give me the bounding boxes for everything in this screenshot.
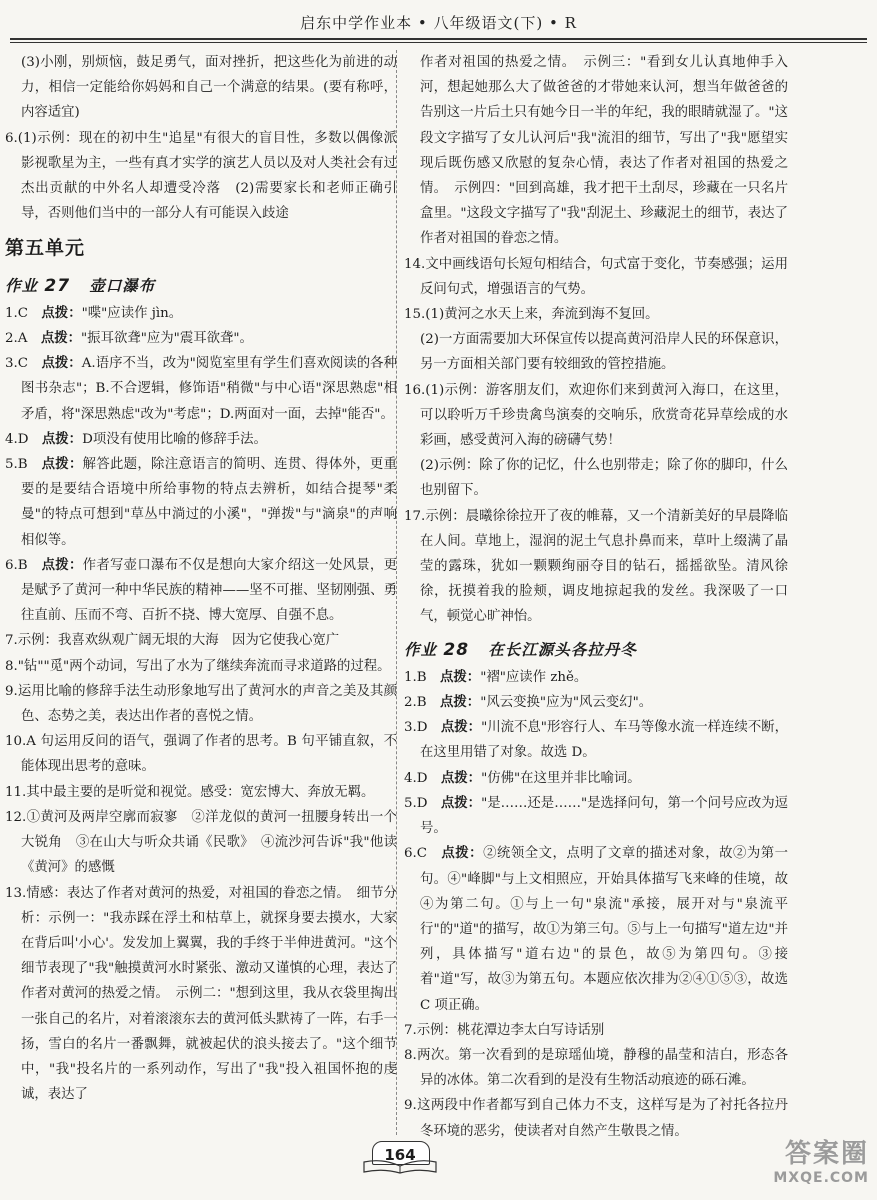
answer-item — [404, 252, 788, 302]
answer-item — [5, 805, 397, 881]
hint-label: 点拨： — [441, 846, 484, 862]
hint-label: 点拨： — [41, 305, 82, 321]
answer-option: 3.C — [5, 356, 42, 372]
answer-text: "喋"应读作 jìn。 — [81, 305, 183, 321]
answer-text: "振耳欲聋"应为"震耳欲聋"。 — [81, 331, 253, 347]
answer-text: ②统领全文，点明了文章的描述对象，故②为第一句。④"峰脚"与上文相照应，开始具体描写飞来峰的佳境，故④为第二句。①与上一句"泉流"承接，展开对与"泉流平行"的"道"的描写，故①为第三句。⑤与上一句描写"道左边"并列，具体描写"道右边"的景色，故⑤为第四句。③接着"道"写，故③为第五句。本题应依次排为②④①⑤③，故选 C 项正确。 — [420, 846, 789, 1013]
answer-item — [404, 791, 788, 841]
hint-label: 点拨： — [41, 431, 83, 447]
homework-title-28 — [404, 638, 788, 663]
hint-label: 点拨： — [440, 695, 481, 711]
answer-list-28 — [404, 665, 788, 1144]
hint-label: 点拨： — [40, 331, 82, 347]
answer-item — [404, 1018, 788, 1043]
answer-text: 作者写壶口瀑布不仅是想向大家介绍这一处风景，更是赋予了黄河一种中华民族的精神——坚不可摧、坚韧刚强、勇往直前、压而不弯、百折不挠、博大宽厚、自强不息。 — [21, 557, 398, 624]
watermark-logo — [719, 1138, 869, 1196]
answer-item — [404, 504, 788, 630]
answer-text: "是……还是……"是选择问句，第一个问号应改为逗号。 — [420, 795, 788, 837]
answer-text: (2)示例：除了你的记忆，什么也别带走；除了你的脚印，什么也别留下。 — [420, 458, 788, 499]
answer-text: 12.①黄河及两岸空廓而寂寥 ②洋龙似的黄河一扭腰身转出一个大锐角 ③在山大与听众共诵《民歌》 ④流沙河告诉"我"他读《黄河》的感慨 — [5, 809, 397, 876]
homework-lesson-name: 壶口瀑布 — [89, 276, 156, 295]
answer-text: 7.示例：我喜欢纵观广阔无垠的大海 因为它使我心宽广 — [5, 633, 340, 649]
unit-title: 第五单元 — [5, 237, 86, 260]
answer-text: D项没有使用比喻的修辞手法。 — [82, 431, 267, 447]
answer-text: 11.其中最主要的是听觉和视觉。感受：宽宏博大、奔放无羁。 — [5, 784, 375, 800]
answer-list-27-continued — [404, 50, 788, 630]
watermark-url: MXQE.COM — [773, 1170, 869, 1186]
answer-item — [404, 766, 788, 791]
answer-text: "仿佛"在这里并非比喻词。 — [481, 770, 641, 786]
answer-text: 9.这两段中作者都写到自己体力不支，这样写是为了衬托各拉丹冬环境的恶劣，使读者对自然产生敬畏之情。 — [404, 1098, 788, 1139]
answer-option: 1.B — [404, 669, 441, 685]
answer-text: "褶"应读作 zhě。 — [480, 669, 588, 685]
answer-option: 1.C — [5, 305, 42, 321]
answer-text: 14.文中画线语句长短句相结合，句式富于变化，节奏感强；运用反问句式，增强语言的气势。 — [404, 256, 788, 297]
answer-option: 2.A — [5, 331, 41, 347]
answer-text: A.语序不当，改为"阅览室里有学生们喜欢阅读的各种图书杂志"；B.不合逻辑，修饰语"稍微"与中心语"深思熟虑"相矛盾，将"深思熟虑"改为"考虑"；D.两面对一面，去掉"能否"。 — [21, 356, 397, 422]
homework-lesson-name: 在长江源头各拉丹冬 — [488, 640, 637, 659]
answer-item — [404, 378, 788, 454]
answer-text: 解答此题，除注意语言的简明、连贯、得体外，更重要的是要结合语境中所给事物的特点去辨析，如结合提琴"柔曼"的特点可想到"草丛中淌过的小溪"，"弹拨"与"滴泉"的声响相似等。 — [21, 457, 398, 548]
answer-item — [404, 841, 788, 1017]
hint-label: 点拨： — [440, 669, 481, 685]
answer-item — [5, 553, 397, 629]
homework-title-27 — [5, 274, 397, 299]
answer-option: 5.B — [5, 457, 42, 473]
page-header — [0, 0, 877, 44]
answer-item — [404, 302, 788, 327]
answer-item — [5, 427, 397, 452]
right-column — [404, 50, 788, 1144]
answer-item: (3)小刚，别烦恼，鼓足勇气，面对挫折，把这些化为前进的动力，相信一定能给你妈妈和自己一个满意的结果。(要有称呼，内容适宜) — [21, 55, 397, 121]
hint-label: 点拨： — [440, 770, 482, 786]
answer-text: 作者对祖国的热爱之情。 示例三："看到女儿认真地伸手入河，想起她那么大了做爸爸的才带她来认河，想当年做爸爸的告别这一片后土只有她今日一半的年纪，我的眼睛就湿了。"这段文字描写了女儿认河后"我"流泪的细节，写出了"我"愿望实现后既伤感又欣慰的复杂心情，表达了作者对祖国的热爱之情。 示例四："回到高雄，我才把干土刮尽，珍藏在一只名片盒里。"这段文字描写了"我"刮泥土、珍藏泥土的细节，表达了作者对祖国的眷恋之情。 — [420, 55, 788, 247]
answer-item — [5, 679, 397, 729]
hint-label: 点拨： — [41, 457, 83, 473]
answer-item — [5, 729, 397, 779]
homework-number: 27 — [44, 275, 71, 296]
homework-label: 作业 — [404, 640, 438, 659]
page-number: 164 — [384, 1146, 416, 1164]
answer-item — [5, 301, 397, 326]
answer-option: 3.D — [404, 720, 441, 736]
answer-option: 6.B — [5, 557, 42, 573]
answer-text: 10.A 句运用反问的语气，强调了作者的思考。B 句平铺直叙，不能体现出思考的意味。 — [5, 734, 397, 775]
answer-item — [404, 327, 788, 377]
left-column — [5, 50, 397, 1107]
answer-item — [404, 715, 788, 765]
answer-text: 13.情感：表达了作者对黄河的热爱，对祖国的眷恋之情。 细节分析：示例一："我赤踩在浮土和枯草上，就探身要去摸水，大家在背后叫'小心'。发发加上翼翼，我的手终于半伸进黄河。"这个细节表现了"我"触摸黄河水时紧张、激动又谨慎的心理，表达了作者对黄河的热爱之情。 示例二："想到这里，我从衣袋里掏出一张自己的名片，对着滚滚东去的黄河低头默祷了一阵，右手一扬，雪白的名片一番飘舞，就被起伏的浪头接去了。"这个细节中，"我"投名片的一系列动作，写出了"我"投入祖国怀抱的虔诚，表达了 — [5, 885, 397, 1103]
answer-text: "川流不息"形容行人、车马等像水流一样连续不断，在这里用错了对象。故选 D。 — [420, 720, 788, 761]
answer-option: 4.D — [5, 431, 42, 447]
answer-item — [404, 665, 788, 690]
homework-label: 作业 — [5, 276, 39, 295]
header-title: 启东中学作业本 • 八年级语文(下) • R — [300, 14, 577, 32]
header-rule-thin — [10, 42, 867, 43]
header-rule-thick — [10, 38, 867, 40]
answer-item — [5, 654, 397, 679]
answer-option: 4.D — [404, 770, 441, 786]
answer-text: "风云变换"应为"风云变幻"。 — [480, 695, 653, 711]
answer-item — [404, 453, 788, 503]
answer-text: (2)一方面需要加大环保宣传以提高黄河沿岸人民的环保意识，另一方面相关部门要有较细致的管控措施。 — [420, 332, 788, 373]
answer-item — [5, 881, 397, 1108]
hint-label: 点拨： — [41, 557, 83, 573]
homework-number: 28 — [443, 639, 470, 660]
answer-item — [5, 780, 397, 805]
answer-text: 16.(1)示例：游客朋友们，欢迎你们来到黄河入海口，在这里，可以聆听万千珍贵禽鸟演奏的交响乐，欣赏奇花异草绘成的水彩画，感受黄河入海的磅礴气势！ — [404, 382, 788, 449]
answer-text: 9.运用比喻的修辞手法生动形象地写出了黄河水的声音之美及其颜色、态势之美，表达出作者的喜悦之情。 — [5, 683, 397, 725]
answer-text: 17.示例：晨曦徐徐拉开了夜的帷幕，又一个清新美好的早晨降临在人间。草地上，湿润的泥土气息扑鼻而来，草叶上缀满了晶莹的露珠，犹如一颗颗绚丽夺目的钻石，摇摇欲坠。清风徐徐，抚摸着我的脸颊，调皮地掠起我的发丝。我深吸了一口气，顿觉心旷神怡。 — [404, 508, 788, 625]
watermark-text: 答案圈 — [784, 1139, 869, 1169]
answer-item: 6.(1)示例：现在的初中生"追星"有很大的盲目性，多数以偶像派影视歌星为主，一些有真才实学的演艺人员以及对人类社会有过杰出贡献的中外名人却遭受冷落 (2)需要家长和老师正确引导，否则他们当中的一部分人有可能误入歧途 — [5, 130, 397, 222]
answer-item — [404, 1043, 788, 1093]
answer-item — [5, 326, 397, 351]
answer-item — [404, 690, 788, 715]
answer-item — [404, 50, 788, 252]
hint-label: 点拨： — [440, 720, 482, 736]
answer-text: 7.示例：桃花潭边李太白写诗话别 — [404, 1022, 605, 1038]
answer-item — [5, 628, 397, 653]
answer-list-27 — [5, 301, 397, 1108]
answer-option: 6.C — [404, 846, 442, 862]
answer-item — [404, 1093, 788, 1143]
answer-item — [5, 351, 397, 427]
answer-option: 2.B — [404, 695, 441, 711]
hint-label: 点拨： — [440, 795, 482, 811]
answer-text: 8.两次。第一次看到的是琼瑶仙境，静穆的晶莹和洁白，形态各异的冰体。第二次看到的是没有生物活动痕迹的砾石滩。 — [404, 1047, 788, 1089]
hint-label: 点拨： — [41, 356, 82, 372]
answer-text: 15.(1)黄河之水天上来，奔流到海不复回。 — [404, 307, 659, 323]
answer-option: 5.D — [404, 795, 441, 811]
answer-item — [5, 452, 397, 553]
answer-text: 8."钻""觅"两个动词，写出了水为了继续奔流而寻求道路的过程。 — [5, 658, 391, 674]
